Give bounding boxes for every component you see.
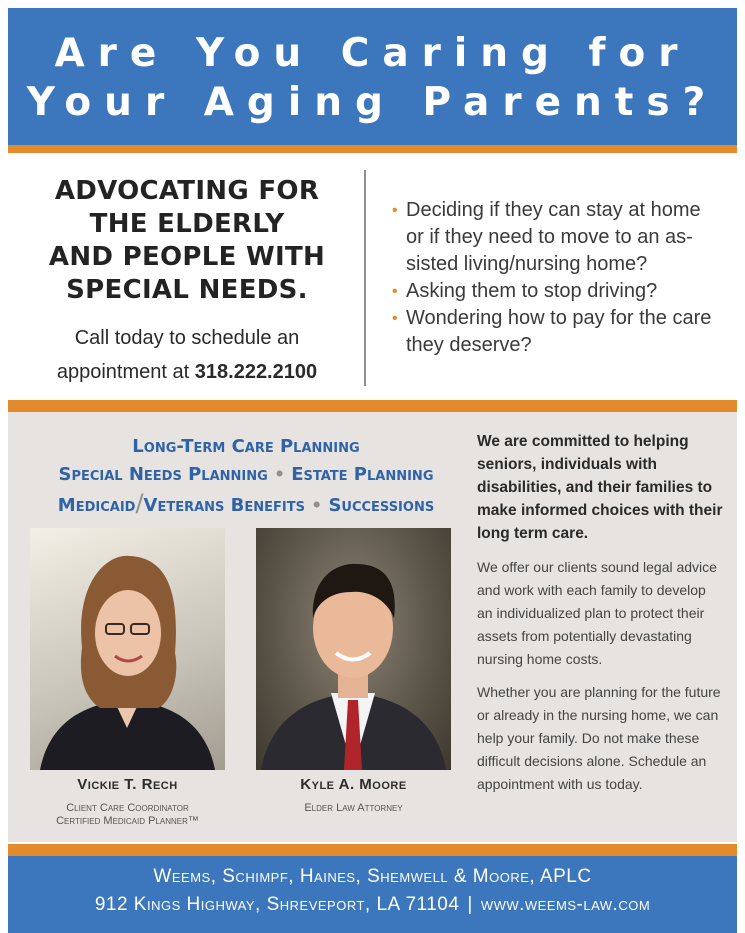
concerns-list: [392, 197, 722, 359]
list-item: [392, 197, 722, 278]
body-paragraph: We offer our clients sound legal advice and work with each family to develop an individualized plan to protect their assets from potentially devastating nursing home costs.: [477, 559, 717, 667]
phone-number: 318.222.2100: [194, 361, 318, 383]
service-item: Medicaid: [57, 495, 136, 516]
service-item: Veterans Benefits: [143, 495, 305, 516]
advocacy-heading: [30, 175, 344, 307]
contact-line: [8, 891, 737, 919]
portrait-photo-vickie: [30, 528, 225, 770]
services-line-3: [34, 489, 458, 520]
vertical-divider: [364, 170, 366, 386]
commitment-text: [477, 430, 723, 806]
headline-line-1: Are You Caring for: [54, 31, 691, 76]
service-item: Special Needs Planning: [58, 464, 268, 485]
page-footer: [8, 856, 737, 933]
services-line-1: [34, 433, 458, 461]
orange-divider-bottom: [8, 844, 737, 856]
info-panel: [8, 412, 737, 842]
orange-divider-top: [8, 145, 737, 153]
list-item-text: Deciding if they can stay at home or if they need to move to an as-sisted living/nursing home?: [406, 199, 701, 275]
list-item-text: Asking them to stop driving?: [406, 280, 658, 302]
firm-name-text: Weems, Schimpf, Haines, Shemwell & Moore, APLC: [153, 866, 592, 887]
list-item: [392, 278, 722, 305]
intro-block: [30, 175, 344, 389]
orange-divider-middle: [8, 400, 737, 412]
list-item: [392, 305, 722, 359]
lead-paragraph: We are committed to helping seniors, individuals with disabilities, and their families to make informed choices with their long term care.: [477, 433, 723, 542]
slash-separator: /: [135, 489, 144, 517]
services-list: [34, 433, 458, 520]
page-header: [8, 8, 737, 145]
list-item-text: Wondering how to pay for the care they deserve?: [406, 307, 712, 356]
person-title: [30, 802, 225, 828]
person-name: [256, 776, 451, 793]
advocacy-heading-line: SPECIAL NEEDS.: [66, 275, 308, 305]
service-item: Successions: [328, 495, 435, 516]
name-text: Kyle A. Moore: [300, 776, 407, 793]
bullet-icon: •: [392, 283, 398, 300]
body-paragraph: Whether you are planning for the future or already in the nursing home, we can help your family. Do not make these difficult decisions alone. Schedule an appointment with us today.: [477, 684, 721, 792]
call-text: Call today to schedule an appointment at: [56, 327, 300, 383]
separator-dot: •: [311, 496, 323, 516]
advocacy-heading-line: THE ELDERLY: [89, 209, 285, 239]
bullet-icon: •: [392, 202, 398, 219]
advocacy-heading-line: AND PEOPLE WITH: [48, 242, 326, 272]
service-item: Estate Planning: [291, 464, 434, 485]
service-item: Long-Term Care Planning: [132, 436, 360, 457]
title-line: Certified Medicaid Planner™: [56, 815, 199, 827]
services-line-2: [34, 461, 458, 489]
name-text: Vickie T. Rech: [77, 776, 178, 793]
address-text: 912 Kings Highway, Shreveport, LA 71104: [94, 894, 460, 915]
advocacy-heading-line: ADVOCATING FOR: [54, 176, 320, 206]
separator-dot: •: [274, 465, 285, 485]
call-to-action: [30, 321, 344, 389]
person-title: [256, 802, 451, 815]
pipe-divider: |: [467, 894, 473, 915]
firm-name: [8, 856, 737, 891]
title-line: Elder Law Attorney: [304, 802, 403, 814]
portrait-photo-kyle: [256, 528, 451, 770]
bullet-icon: •: [392, 310, 398, 327]
website-link[interactable]: www.weems-law.com: [480, 894, 651, 915]
headline-line-2: Your Aging Parents?: [26, 80, 719, 125]
person-name: [30, 776, 225, 793]
title-line: Client Care Coordinator: [66, 802, 189, 814]
